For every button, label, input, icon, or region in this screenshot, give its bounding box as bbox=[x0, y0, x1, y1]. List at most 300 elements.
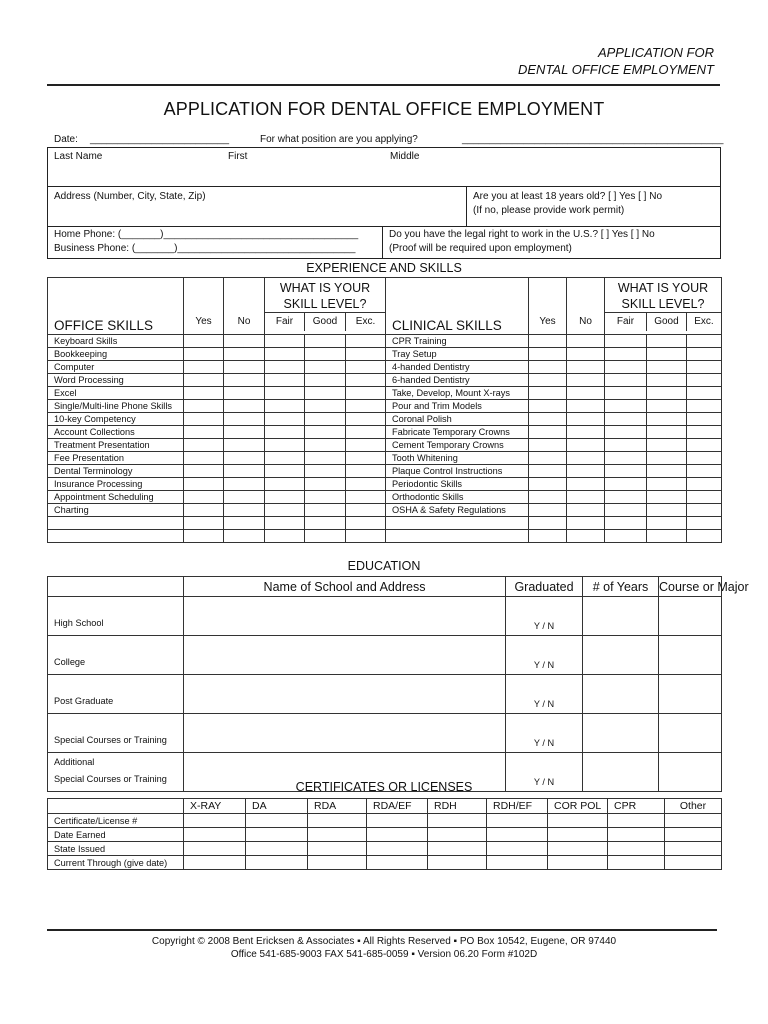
office-skill-label: Insurance Processing bbox=[48, 478, 184, 491]
clinical-good-cell[interactable] bbox=[647, 361, 687, 374]
office-fair-cell[interactable] bbox=[265, 335, 305, 348]
office-good-cell[interactable] bbox=[305, 439, 346, 452]
skill-row bbox=[48, 504, 722, 517]
age-note: (If no, please provide work permit) bbox=[473, 205, 625, 216]
clinical-yes-cell[interactable] bbox=[529, 478, 567, 491]
skills-table bbox=[47, 277, 722, 543]
office-yes-cell[interactable] bbox=[184, 400, 224, 413]
office-fair-cell[interactable] bbox=[265, 465, 305, 478]
clinical-exc-cell[interactable] bbox=[687, 452, 722, 465]
footer-copyright: Copyright © 2008 Bent Ericksen & Associates ▪ All Rights Reserved ▪ PO Box 10542, Eugene, OR 97440 bbox=[151, 936, 617, 947]
clinical-good-cell[interactable] bbox=[647, 491, 687, 504]
office-fair-cell[interactable] bbox=[265, 374, 305, 387]
clinical-fair-cell[interactable] bbox=[605, 478, 647, 491]
skill-row bbox=[48, 530, 722, 543]
clinical-fair-cell[interactable] bbox=[605, 387, 647, 400]
clinical-fair-cell[interactable] bbox=[605, 465, 647, 478]
education-row bbox=[48, 675, 722, 714]
office-fair-header: Fair bbox=[265, 313, 305, 331]
office-yes-header: Yes bbox=[184, 278, 224, 335]
clinical-yes-cell[interactable] bbox=[529, 439, 567, 452]
office-skill-label bbox=[48, 517, 184, 530]
last-name-field[interactable]: Last Name bbox=[54, 151, 103, 162]
office-good-cell[interactable] bbox=[305, 491, 346, 504]
office-yes-cell[interactable] bbox=[184, 517, 224, 530]
office-good-cell[interactable] bbox=[305, 387, 346, 400]
office-fair-cell[interactable] bbox=[265, 400, 305, 413]
office-exc-cell[interactable] bbox=[346, 491, 386, 504]
clinical-exc-cell[interactable] bbox=[687, 413, 722, 426]
clinical-no-cell[interactable] bbox=[567, 400, 605, 413]
office-no-cell[interactable] bbox=[224, 374, 265, 387]
office-exc-cell[interactable] bbox=[346, 465, 386, 478]
clinical-yes-cell[interactable] bbox=[529, 426, 567, 439]
clinical-skill-label: Pour and Trim Models bbox=[386, 400, 529, 413]
office-no-cell[interactable] bbox=[224, 400, 265, 413]
office-good-cell[interactable] bbox=[305, 530, 346, 543]
clinical-fair-cell[interactable] bbox=[605, 517, 647, 530]
office-skill-label: Bookkeeping bbox=[48, 348, 184, 361]
clinical-yes-cell[interactable] bbox=[529, 361, 567, 374]
school-name-field[interactable] bbox=[184, 636, 506, 675]
certificate-cell[interactable] bbox=[308, 842, 367, 856]
major-field[interactable] bbox=[659, 675, 722, 714]
clinical-yes-cell[interactable] bbox=[529, 387, 567, 400]
certificate-row bbox=[48, 842, 722, 856]
certificate-row-label: Date Earned bbox=[48, 828, 184, 842]
clinical-fair-cell[interactable] bbox=[605, 504, 647, 517]
certificate-cell[interactable] bbox=[184, 828, 246, 842]
certificate-cell[interactable] bbox=[246, 828, 308, 842]
certificate-cell[interactable] bbox=[665, 814, 722, 828]
clinical-no-cell[interactable] bbox=[567, 452, 605, 465]
clinical-exc-cell[interactable] bbox=[687, 426, 722, 439]
clinical-no-cell[interactable] bbox=[567, 504, 605, 517]
office-good-cell[interactable] bbox=[305, 504, 346, 517]
clinical-fair-cell[interactable] bbox=[605, 452, 647, 465]
clinical-exc-cell[interactable] bbox=[687, 517, 722, 530]
certificate-cell[interactable] bbox=[548, 814, 608, 828]
clinical-exc-cell[interactable] bbox=[687, 530, 722, 543]
certificate-column-header: CPR bbox=[608, 799, 665, 814]
certificate-cell[interactable] bbox=[428, 828, 487, 842]
certificate-column-header: RDH bbox=[428, 799, 487, 814]
skill-row bbox=[48, 400, 722, 413]
education-header-row bbox=[48, 577, 722, 597]
years-field[interactable] bbox=[583, 675, 659, 714]
certificate-cell[interactable] bbox=[665, 856, 722, 870]
office-no-cell[interactable] bbox=[224, 491, 265, 504]
office-no-cell[interactable] bbox=[224, 465, 265, 478]
clinical-skill-label: Fabricate Temporary Crowns bbox=[386, 426, 529, 439]
clinical-good-cell[interactable] bbox=[647, 374, 687, 387]
office-yes-cell[interactable] bbox=[184, 361, 224, 374]
office-yes-cell[interactable] bbox=[184, 478, 224, 491]
clinical-skill-label bbox=[386, 530, 529, 543]
office-no-cell[interactable] bbox=[224, 517, 265, 530]
office-exc-header: Exc. bbox=[355, 316, 376, 327]
office-fair-cell[interactable] bbox=[265, 530, 305, 543]
skill-row bbox=[48, 452, 722, 465]
clinical-fair-cell[interactable] bbox=[605, 530, 647, 543]
clinical-fair-cell[interactable] bbox=[605, 426, 647, 439]
header-line2: DENTAL OFFICE EMPLOYMENT bbox=[518, 62, 714, 77]
certificate-column-header: DA bbox=[246, 799, 308, 814]
office-good-cell[interactable] bbox=[305, 413, 346, 426]
clinical-fair-cell[interactable] bbox=[605, 400, 647, 413]
home-phone-field[interactable]: Home Phone: (_______)___________________________________ bbox=[54, 229, 359, 240]
clinical-no-cell[interactable] bbox=[567, 478, 605, 491]
office-fair-cell[interactable] bbox=[265, 517, 305, 530]
office-no-cell[interactable] bbox=[224, 413, 265, 426]
certificate-cell[interactable] bbox=[184, 856, 246, 870]
certificate-column-header: Other bbox=[665, 799, 722, 814]
clinical-good-cell[interactable] bbox=[647, 530, 687, 543]
clinical-good-cell[interactable] bbox=[647, 348, 687, 361]
office-good-cell[interactable] bbox=[305, 335, 346, 348]
clinical-good-cell[interactable] bbox=[647, 452, 687, 465]
office-fair-cell[interactable] bbox=[265, 348, 305, 361]
clinical-good-cell[interactable] bbox=[647, 387, 687, 400]
certificate-cell[interactable] bbox=[487, 856, 548, 870]
clinical-good-cell[interactable] bbox=[647, 504, 687, 517]
clinical-no-cell[interactable] bbox=[567, 439, 605, 452]
office-skill-label: Treatment Presentation bbox=[48, 439, 184, 452]
office-yes-cell[interactable] bbox=[184, 530, 224, 543]
office-exc-cell[interactable] bbox=[346, 361, 386, 374]
office-good-cell[interactable] bbox=[305, 348, 346, 361]
office-no-cell[interactable] bbox=[224, 439, 265, 452]
office-no-cell[interactable] bbox=[224, 504, 265, 517]
office-yes-cell[interactable] bbox=[184, 452, 224, 465]
office-exc-cell[interactable] bbox=[346, 504, 386, 517]
office-good-cell[interactable] bbox=[305, 361, 346, 374]
clinical-skill-level-line2: SKILL LEVEL? bbox=[621, 297, 705, 311]
certificate-cell[interactable] bbox=[246, 856, 308, 870]
certificate-cell[interactable] bbox=[367, 842, 428, 856]
clinical-no-cell[interactable] bbox=[567, 387, 605, 400]
education-level-label-line1: Additional bbox=[54, 757, 95, 767]
office-no-header: No bbox=[224, 278, 265, 335]
certificate-cell[interactable] bbox=[487, 842, 548, 856]
certificate-cell[interactable] bbox=[608, 814, 665, 828]
clinical-yes-cell[interactable] bbox=[529, 517, 567, 530]
certificate-cell[interactable] bbox=[367, 828, 428, 842]
clinical-yes-cell[interactable] bbox=[529, 335, 567, 348]
clinical-fair-cell[interactable] bbox=[605, 439, 647, 452]
certificate-cell[interactable] bbox=[308, 856, 367, 870]
clinical-yes-cell[interactable] bbox=[529, 465, 567, 478]
clinical-yes-cell[interactable] bbox=[529, 374, 567, 387]
certificate-cell[interactable] bbox=[487, 814, 548, 828]
office-skill-label: Appointment Scheduling bbox=[48, 491, 184, 504]
office-fair-cell[interactable] bbox=[265, 504, 305, 517]
clinical-skill-label: Plaque Control Instructions bbox=[386, 465, 529, 478]
certificate-cell[interactable] bbox=[608, 856, 665, 870]
certificates-table bbox=[47, 798, 722, 870]
major-field[interactable] bbox=[659, 636, 722, 675]
office-no-cell[interactable] bbox=[224, 348, 265, 361]
office-good-cell[interactable] bbox=[305, 465, 346, 478]
clinical-skill-label bbox=[386, 517, 529, 530]
office-skill-label: Word Processing bbox=[48, 374, 184, 387]
clinical-good-cell[interactable] bbox=[647, 478, 687, 491]
office-no-cell[interactable] bbox=[224, 387, 265, 400]
clinical-yes-cell[interactable] bbox=[529, 504, 567, 517]
certificate-cell[interactable] bbox=[308, 814, 367, 828]
education-row bbox=[48, 597, 722, 636]
certificate-cell[interactable] bbox=[367, 856, 428, 870]
certificate-cell[interactable] bbox=[428, 842, 487, 856]
certificate-cell[interactable] bbox=[184, 842, 246, 856]
clinical-skill-label: CPR Training bbox=[386, 335, 529, 348]
clinical-no-cell[interactable] bbox=[567, 361, 605, 374]
clinical-no-cell[interactable] bbox=[567, 348, 605, 361]
certificate-cell[interactable] bbox=[428, 856, 487, 870]
office-yes-cell[interactable] bbox=[184, 374, 224, 387]
office-exc-cell[interactable] bbox=[346, 400, 386, 413]
clinical-good-cell[interactable] bbox=[647, 400, 687, 413]
certificate-cell[interactable] bbox=[608, 842, 665, 856]
clinical-exc-cell[interactable] bbox=[687, 465, 722, 478]
clinical-fair-cell[interactable] bbox=[605, 335, 647, 348]
skill-row bbox=[48, 413, 722, 426]
office-yes-cell[interactable] bbox=[184, 335, 224, 348]
office-exc-cell[interactable] bbox=[346, 413, 386, 426]
clinical-exc-cell[interactable] bbox=[687, 439, 722, 452]
clinical-no-cell[interactable] bbox=[567, 413, 605, 426]
clinical-no-cell[interactable] bbox=[567, 374, 605, 387]
clinical-skill-label: Tooth Whitening bbox=[386, 452, 529, 465]
office-good-cell[interactable] bbox=[305, 478, 346, 491]
certificate-cell[interactable] bbox=[308, 828, 367, 842]
clinical-yes-cell[interactable] bbox=[529, 491, 567, 504]
office-yes-cell[interactable] bbox=[184, 439, 224, 452]
certificate-cell[interactable] bbox=[548, 842, 608, 856]
school-name-field[interactable] bbox=[184, 597, 506, 636]
certificate-row bbox=[48, 814, 722, 828]
office-yes-cell[interactable] bbox=[184, 413, 224, 426]
office-good-cell[interactable] bbox=[305, 452, 346, 465]
skill-row bbox=[48, 335, 722, 348]
clinical-exc-cell[interactable] bbox=[687, 387, 722, 400]
office-yes-cell[interactable] bbox=[184, 348, 224, 361]
office-exc-cell[interactable] bbox=[346, 517, 386, 530]
clinical-no-cell[interactable] bbox=[567, 491, 605, 504]
office-exc-cell[interactable] bbox=[346, 387, 386, 400]
clinical-exc-cell[interactable] bbox=[687, 504, 722, 517]
clinical-yes-cell[interactable] bbox=[529, 348, 567, 361]
office-no-cell[interactable] bbox=[224, 361, 265, 374]
business-phone-field[interactable]: Business Phone: (_______)________________________________ bbox=[54, 243, 356, 254]
years-field[interactable] bbox=[583, 636, 659, 675]
office-exc-cell[interactable] bbox=[346, 426, 386, 439]
clinical-yes-cell[interactable] bbox=[529, 452, 567, 465]
clinical-exc-cell[interactable] bbox=[687, 361, 722, 374]
office-yes-cell[interactable] bbox=[184, 387, 224, 400]
certificate-cell[interactable] bbox=[184, 814, 246, 828]
certificates-title: CERTIFICATES OR LICENSES bbox=[295, 780, 473, 794]
clinical-good-cell[interactable] bbox=[647, 439, 687, 452]
middle-name-field[interactable]: Middle bbox=[390, 151, 420, 162]
clinical-fair-cell[interactable] bbox=[605, 374, 647, 387]
position-field[interactable]: _______________________________________________ bbox=[462, 134, 724, 145]
clinical-exc-cell[interactable] bbox=[687, 400, 722, 413]
certificate-column-header: RDA/EF bbox=[367, 799, 428, 814]
office-fair-cell[interactable] bbox=[265, 426, 305, 439]
skill-row bbox=[48, 465, 722, 478]
office-exc-cell[interactable] bbox=[346, 348, 386, 361]
clinical-no-cell[interactable] bbox=[567, 530, 605, 543]
office-no-cell[interactable] bbox=[224, 452, 265, 465]
office-yes-cell[interactable] bbox=[184, 426, 224, 439]
education-years-header: # of Years bbox=[583, 577, 659, 597]
office-good-cell[interactable] bbox=[305, 400, 346, 413]
date-label: Date: bbox=[54, 134, 78, 145]
office-no-cell[interactable] bbox=[224, 478, 265, 491]
skill-row bbox=[48, 491, 722, 504]
skill-row bbox=[48, 478, 722, 491]
years-field[interactable] bbox=[583, 714, 659, 753]
certificate-cell[interactable] bbox=[548, 856, 608, 870]
certificate-cell[interactable] bbox=[428, 814, 487, 828]
office-no-cell[interactable] bbox=[224, 426, 265, 439]
office-fair-cell[interactable] bbox=[265, 491, 305, 504]
office-skill-label: Computer bbox=[48, 361, 184, 374]
office-skill-label: Excel bbox=[48, 387, 184, 400]
clinical-good-cell[interactable] bbox=[647, 335, 687, 348]
certificate-cell[interactable] bbox=[608, 828, 665, 842]
office-exc-cell[interactable] bbox=[346, 452, 386, 465]
office-fair-cell[interactable] bbox=[265, 439, 305, 452]
education-level-label bbox=[48, 675, 184, 714]
office-skill-label bbox=[48, 530, 184, 543]
office-fair-cell[interactable] bbox=[265, 413, 305, 426]
clinical-fair-cell[interactable] bbox=[605, 491, 647, 504]
date-field[interactable]: _________________________ bbox=[90, 134, 230, 145]
education-row bbox=[48, 636, 722, 675]
education-level-label-line2: Special Courses or Training bbox=[54, 774, 167, 784]
office-fair-cell[interactable] bbox=[265, 478, 305, 491]
certificate-cell[interactable] bbox=[487, 828, 548, 842]
office-exc-cell[interactable] bbox=[346, 530, 386, 543]
school-name-field[interactable] bbox=[184, 675, 506, 714]
clinical-exc-cell[interactable] bbox=[687, 335, 722, 348]
office-fair-cell[interactable] bbox=[265, 452, 305, 465]
clinical-no-cell[interactable] bbox=[567, 335, 605, 348]
certificate-row-label: State Issued bbox=[48, 842, 184, 856]
certificate-cell[interactable] bbox=[665, 842, 722, 856]
education-level-label-line2: College bbox=[54, 657, 86, 667]
clinical-good-cell[interactable] bbox=[647, 517, 687, 530]
office-good-cell[interactable] bbox=[305, 374, 346, 387]
education-level-label bbox=[48, 714, 184, 753]
clinical-yes-cell[interactable] bbox=[529, 413, 567, 426]
clinical-exc-cell[interactable] bbox=[687, 478, 722, 491]
first-name-field[interactable]: First bbox=[228, 151, 248, 162]
certificate-cell[interactable] bbox=[548, 828, 608, 842]
education-table bbox=[47, 576, 749, 792]
clinical-no-cell[interactable] bbox=[567, 465, 605, 478]
footer-contact: Office 541-685-9003 FAX 541-685-0059 ▪ Version 06.20 Form #102D bbox=[230, 949, 538, 960]
certificate-cell[interactable] bbox=[367, 814, 428, 828]
clinical-fair-cell[interactable] bbox=[605, 413, 647, 426]
office-skill-level-line1: WHAT IS YOUR bbox=[279, 281, 371, 295]
clinical-fair-cell[interactable] bbox=[605, 361, 647, 374]
address-field[interactable]: Address (Number, City, State, Zip) bbox=[54, 191, 206, 202]
office-exc-cell[interactable] bbox=[346, 335, 386, 348]
office-exc-cell[interactable] bbox=[346, 439, 386, 452]
clinical-yes-cell[interactable] bbox=[529, 400, 567, 413]
age-question[interactable]: Are you at least 18 years old? [ ] Yes [ ] No bbox=[473, 191, 662, 202]
graduated-yn[interactable]: Y / N bbox=[506, 675, 583, 714]
certificate-cell[interactable] bbox=[246, 814, 308, 828]
clinical-skill-level-line1: WHAT IS YOUR bbox=[617, 281, 709, 295]
skill-row bbox=[48, 374, 722, 387]
clinical-no-header: No bbox=[567, 278, 605, 335]
certificates-header-row bbox=[48, 799, 722, 814]
skill-row bbox=[48, 426, 722, 439]
office-skills-header: OFFICE SKILLS bbox=[48, 278, 184, 335]
clinical-good-cell[interactable] bbox=[647, 465, 687, 478]
school-name-field[interactable] bbox=[184, 714, 506, 753]
years-field[interactable] bbox=[583, 597, 659, 636]
graduated-yn[interactable]: Y / N bbox=[506, 636, 583, 675]
clinical-exc-header: Exc. bbox=[694, 316, 714, 327]
education-graduated-header: Graduated bbox=[506, 577, 583, 597]
office-yes-cell[interactable] bbox=[184, 504, 224, 517]
clinical-exc-cell[interactable] bbox=[687, 491, 722, 504]
certificate-column-header: X-RAY bbox=[184, 799, 246, 814]
clinical-skill-label: Take, Develop, Mount X-rays bbox=[386, 387, 529, 400]
legal-work-question[interactable]: Do you have the legal right to work in the U.S.? [ ] Yes [ ] No bbox=[389, 229, 655, 240]
office-no-cell[interactable] bbox=[224, 530, 265, 543]
office-good-cell[interactable] bbox=[305, 426, 346, 439]
office-yes-cell[interactable] bbox=[184, 465, 224, 478]
skill-row bbox=[48, 361, 722, 374]
office-no-cell[interactable] bbox=[224, 335, 265, 348]
office-exc-cell[interactable] bbox=[346, 374, 386, 387]
office-fair-cell[interactable] bbox=[265, 361, 305, 374]
certificate-row-label: Certificate/License # bbox=[48, 814, 184, 828]
skill-row bbox=[48, 439, 722, 452]
office-good-cell[interactable] bbox=[305, 517, 346, 530]
clinical-no-cell[interactable] bbox=[567, 517, 605, 530]
clinical-fair-cell[interactable] bbox=[605, 348, 647, 361]
graduated-yn[interactable]: Y / N bbox=[506, 714, 583, 753]
education-row bbox=[48, 714, 722, 753]
major-field[interactable] bbox=[659, 714, 722, 753]
office-exc-cell[interactable] bbox=[346, 478, 386, 491]
education-school-header: Name of School and Address bbox=[184, 577, 506, 597]
clinical-good-cell[interactable] bbox=[647, 413, 687, 426]
certificate-column-header bbox=[48, 799, 184, 814]
clinical-yes-cell[interactable] bbox=[529, 530, 567, 543]
office-yes-cell[interactable] bbox=[184, 491, 224, 504]
clinical-exc-cell[interactable] bbox=[687, 348, 722, 361]
certificate-row-label: Current Through (give date) bbox=[48, 856, 184, 870]
graduated-yn[interactable]: Y / N bbox=[506, 753, 583, 792]
certificate-cell[interactable] bbox=[246, 842, 308, 856]
office-fair-cell[interactable] bbox=[265, 387, 305, 400]
clinical-good-cell[interactable] bbox=[647, 426, 687, 439]
certificate-cell[interactable] bbox=[665, 828, 722, 842]
major-field[interactable] bbox=[659, 597, 722, 636]
clinical-no-cell[interactable] bbox=[567, 426, 605, 439]
graduated-yn[interactable]: Y / N bbox=[506, 597, 583, 636]
clinical-exc-cell[interactable] bbox=[687, 374, 722, 387]
office-skill-label: Single/Multi-line Phone Skills bbox=[48, 400, 184, 413]
